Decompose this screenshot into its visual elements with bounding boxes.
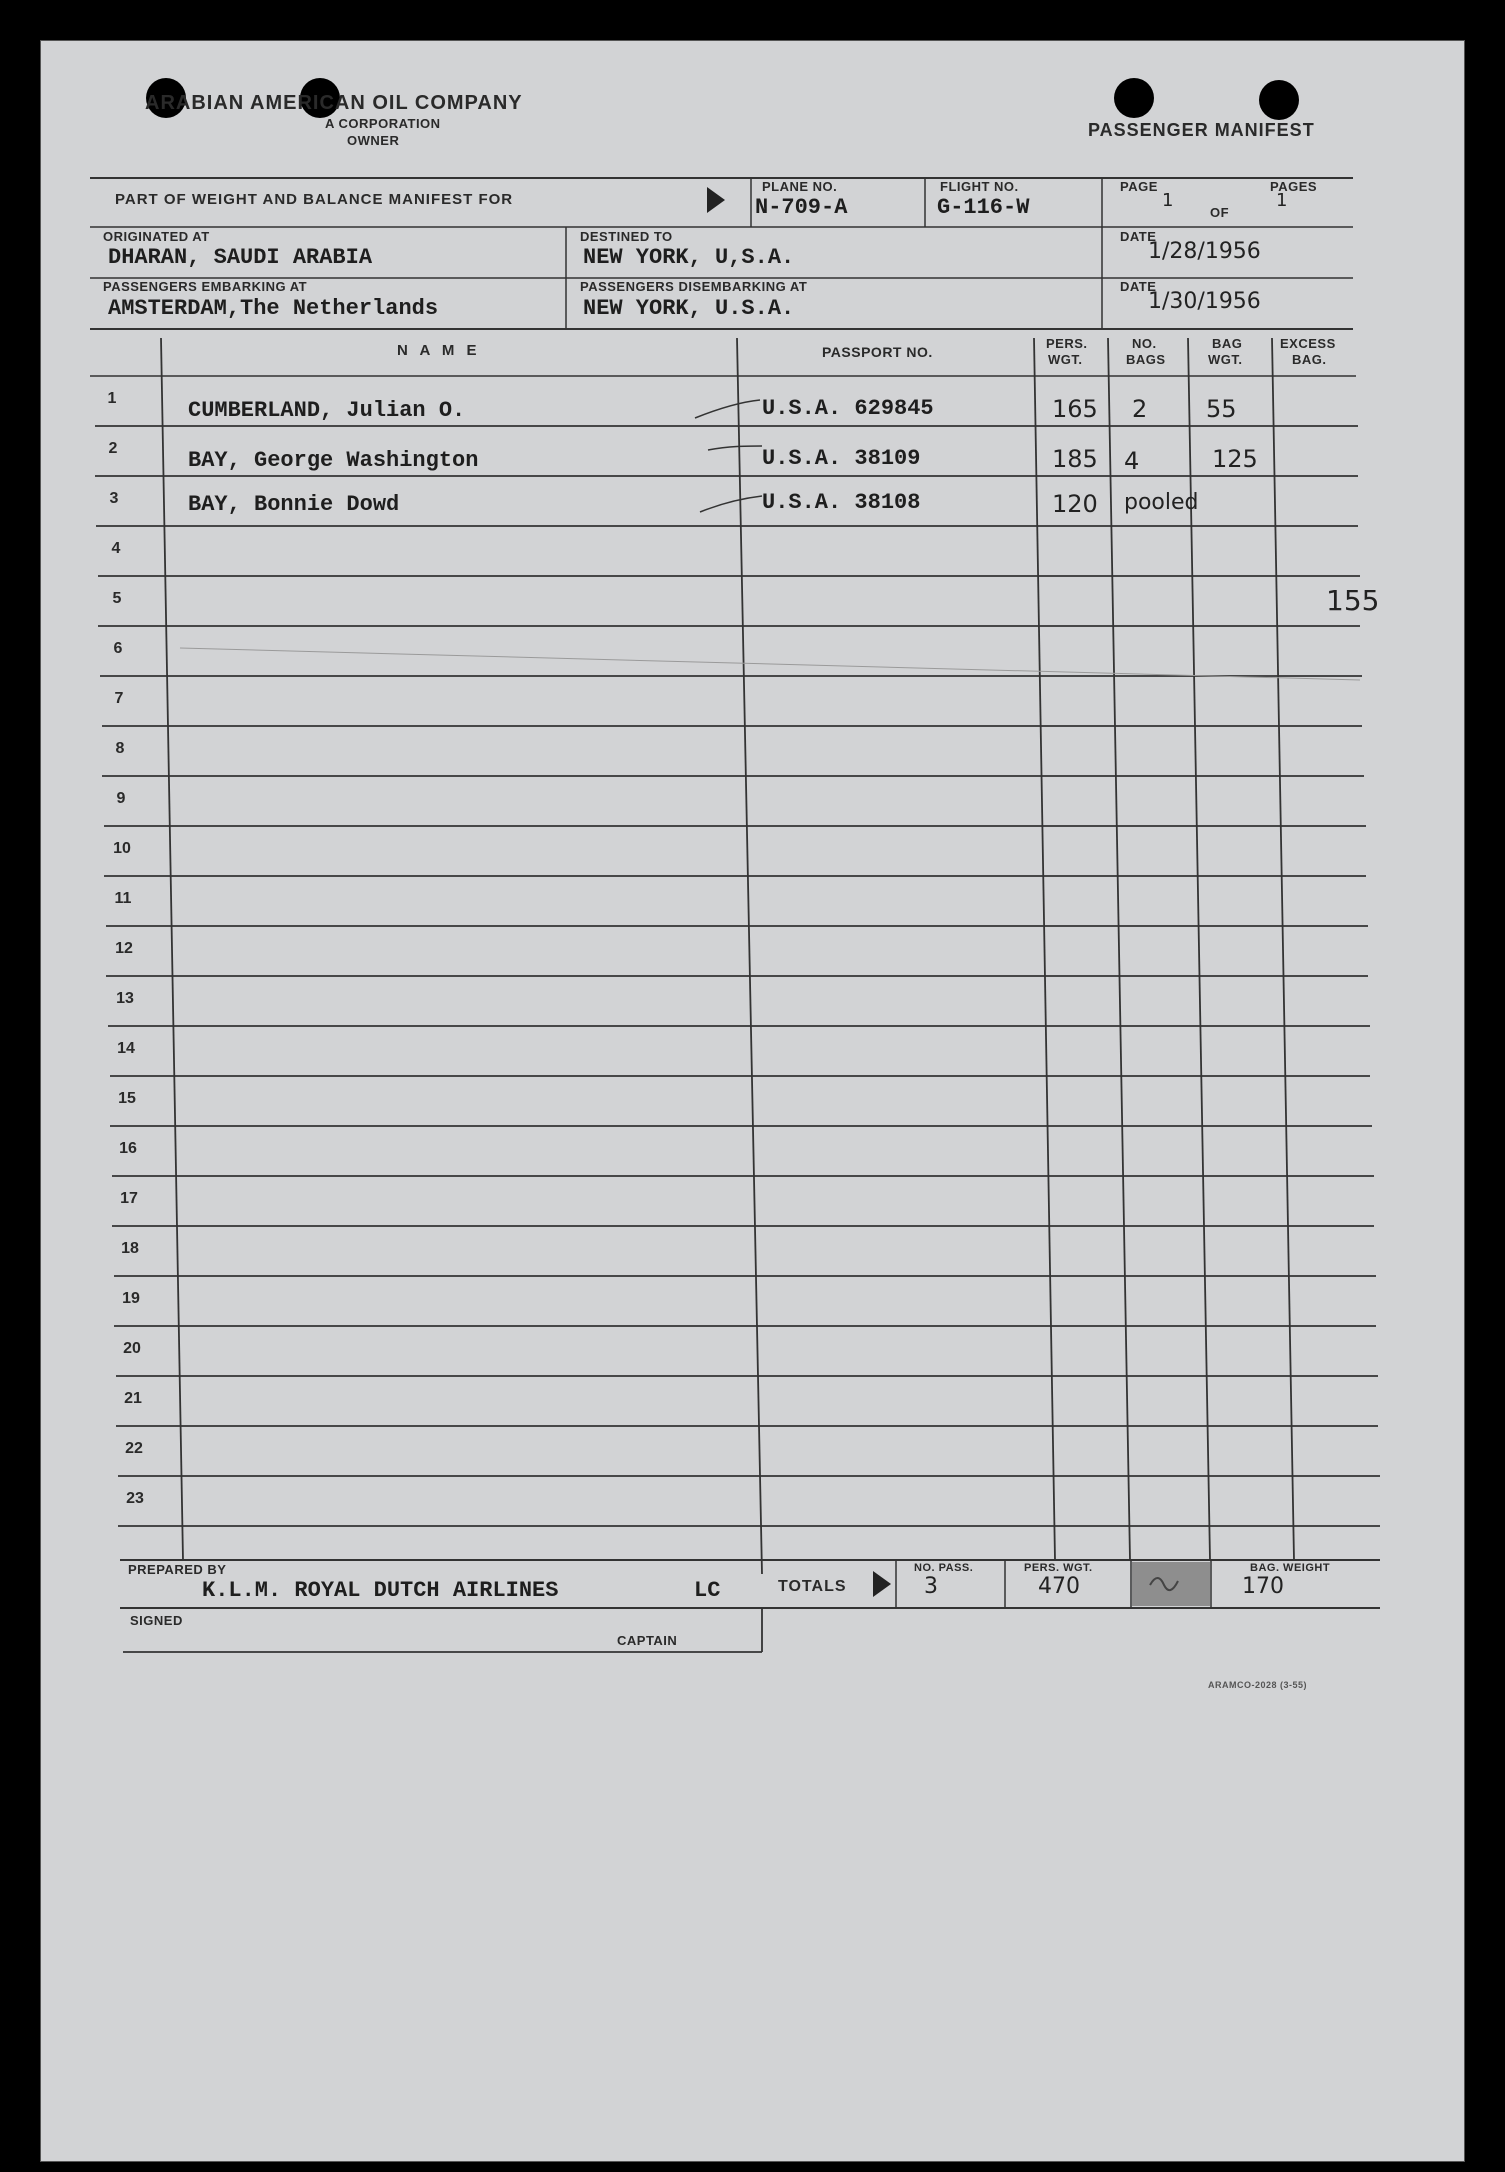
col-name-header: N A M E [397, 342, 481, 359]
page-label: PAGE [1120, 179, 1158, 194]
pages-total: 1 [1276, 190, 1288, 211]
passenger-name: CUMBERLAND, Julian O. [188, 398, 466, 423]
passenger-name: BAY, Bonnie Dowd [188, 492, 400, 517]
row-number: 1 [107, 390, 117, 407]
row-number: 20 [123, 1340, 141, 1357]
embarking-at: AMSTERDAM,The Netherlands [108, 296, 439, 321]
pages-label: PAGES [1270, 179, 1318, 194]
destined-label: DESTINED TO [580, 229, 673, 244]
col-pers-wgt-header-1: PERS. [1046, 336, 1088, 351]
disembark-label: PASSENGERS DISEMBARKING AT [580, 279, 808, 294]
passport-no: U.S.A. 38109 [762, 446, 921, 471]
embark-label: PASSENGERS EMBARKING AT [103, 279, 308, 294]
passport-no: U.S.A. 629845 [762, 396, 934, 421]
captain-label: CAPTAIN [617, 1633, 678, 1648]
margin-note: 155 [1326, 584, 1380, 617]
page-no: 1 [1162, 190, 1174, 211]
row-number: 9 [116, 790, 126, 807]
plane-no-label: PLANE NO. [762, 179, 838, 194]
row-number: 12 [115, 940, 133, 957]
date-disembark: 1/30/1956 [1148, 289, 1261, 314]
no-bags: 4 [1124, 447, 1140, 475]
row-number: 16 [119, 1140, 137, 1157]
originated-label: ORIGINATED AT [103, 229, 210, 244]
bag-wgt: 125 [1212, 445, 1258, 473]
prepared-by-label: PREPARED BY [128, 1562, 227, 1577]
date-label-2: DATE [1120, 279, 1157, 294]
row-number: 7 [114, 690, 124, 707]
row-number: 23 [126, 1490, 144, 1507]
col-no-bags-header-1: NO. [1132, 336, 1157, 351]
owner-line: OWNER [347, 133, 400, 148]
row-number: 17 [120, 1190, 138, 1207]
passport-no: U.S.A. 38108 [762, 490, 921, 515]
col-excess-header-1: EXCESS [1280, 336, 1336, 351]
row-number: 11 [114, 890, 132, 907]
form-grid [40, 40, 1465, 2162]
date-originated: 1/28/1956 [1148, 239, 1261, 264]
bag-wgt: 55 [1206, 395, 1237, 423]
row-number: 14 [117, 1040, 135, 1057]
row-number: 8 [115, 740, 125, 757]
row-number: 21 [124, 1390, 142, 1407]
arrow-icon [707, 187, 725, 213]
col-excess-header-2: BAG. [1292, 352, 1327, 367]
prepared-by: K.L.M. ROYAL DUTCH AIRLINES [202, 1578, 559, 1603]
no-bags: pooled [1124, 490, 1199, 515]
row-number: 5 [112, 590, 122, 607]
disembarking-at: NEW YORK, U.S.A. [583, 296, 795, 321]
pers-wgt: 185 [1052, 445, 1098, 473]
row-number: 3 [109, 490, 119, 507]
no-bags: 2 [1132, 395, 1148, 423]
col-bag-wgt-header-2: WGT. [1208, 352, 1243, 367]
col-pers-wgt-header-2: WGT. [1048, 352, 1083, 367]
row-number: 6 [113, 640, 123, 657]
col-bag-wgt-header-1: BAG [1212, 336, 1243, 351]
part-of-label: PART OF WEIGHT AND BALANCE MANIFEST FOR [115, 191, 514, 208]
row-number: 2 [108, 440, 118, 457]
signed-label: SIGNED [130, 1613, 183, 1628]
manifest-paper [40, 40, 1465, 2162]
totals-arrow-icon [873, 1571, 891, 1597]
plane-no: N-709-A [755, 195, 848, 220]
originated-at: DHARAN, SAUDI ARABIA [108, 245, 373, 270]
flight-no-label: FLIGHT NO. [940, 179, 1019, 194]
row-number: 13 [116, 990, 134, 1007]
of-label: OF [1210, 205, 1230, 220]
no-pass-label: NO. PASS. [914, 1562, 974, 1574]
row-number: 22 [125, 1440, 143, 1457]
bag-weight-total: 170 [1242, 1574, 1284, 1599]
pers-wgt-total: 470 [1038, 1574, 1080, 1599]
bag-weight-label: BAG. WEIGHT [1250, 1562, 1331, 1574]
no-pass-total: 3 [924, 1574, 938, 1599]
passenger-name: BAY, George Washington [188, 448, 479, 473]
form-title: PASSENGER MANIFEST [1088, 120, 1315, 140]
company-name: ARABIAN AMERICAN OIL COMPANY [145, 92, 523, 114]
row-number: 15 [118, 1090, 136, 1107]
totals-label: TOTALS [778, 1578, 847, 1595]
pers-wgt: 120 [1052, 490, 1098, 518]
row-number: 19 [122, 1290, 140, 1307]
preparer-initials: LC [694, 1578, 721, 1603]
form-code: ARAMCO-2028 (3-55) [1208, 1680, 1308, 1690]
row-number: 18 [121, 1240, 139, 1257]
flight-no: G-116-W [937, 195, 1030, 220]
row-number: 10 [113, 840, 131, 857]
destined-to: NEW YORK, U,S.A. [583, 245, 795, 270]
row-number: 4 [111, 540, 121, 557]
pers-wgt-total-label: PERS. WGT. [1024, 1562, 1093, 1574]
pers-wgt: 165 [1052, 395, 1098, 423]
col-no-bags-header-2: BAGS [1126, 352, 1166, 367]
corporation-line: A CORPORATION [325, 116, 441, 131]
col-passport-header: PASSPORT NO. [822, 344, 933, 360]
date-label-1: DATE [1120, 229, 1157, 244]
